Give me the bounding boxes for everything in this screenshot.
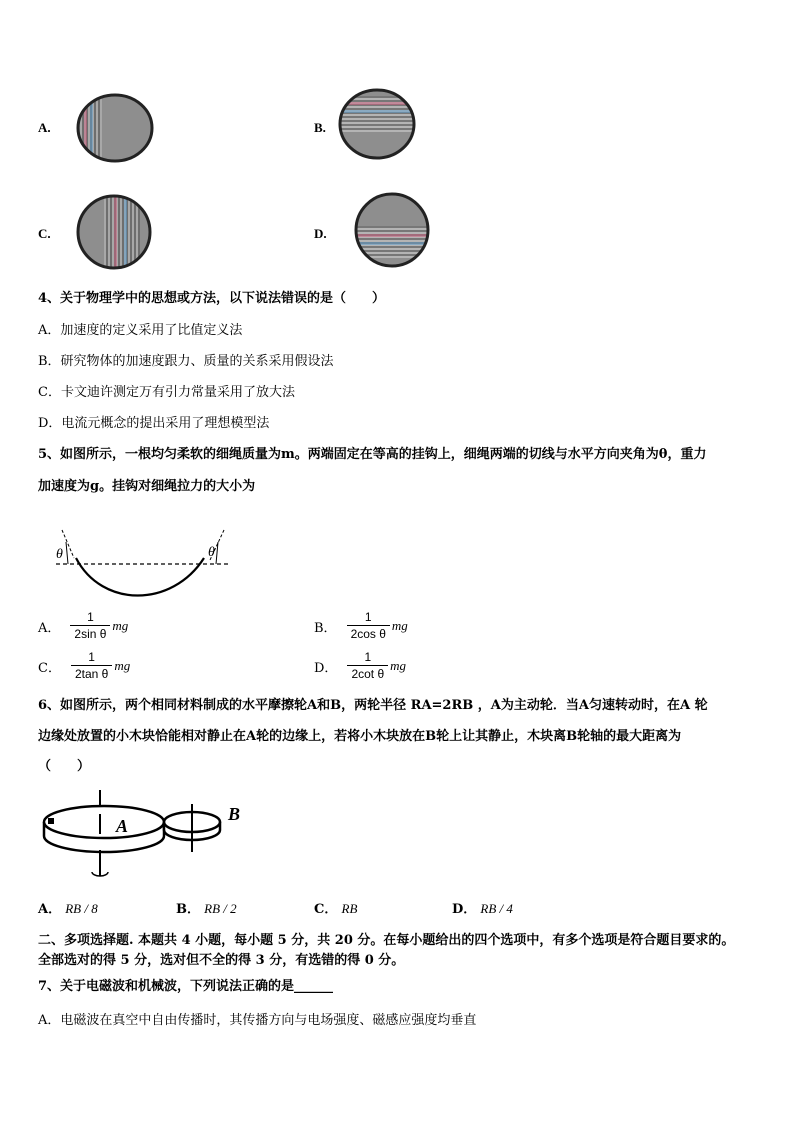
q3-option-a-label: A. [38, 120, 51, 135]
q6-option-c-value: RB [341, 901, 358, 916]
q6-wheel-b-label: B [228, 804, 241, 824]
section2-line2: 全部选对的得 5 分，选对但不全的得 3 分，有选错的得 0 分。 [38, 953, 405, 968]
q5-option-b-label: B． [314, 620, 337, 636]
q5-option-c-tail: mg [114, 658, 131, 673]
q6-wheel-a-label: A [116, 816, 129, 836]
q6-friction-wheels-diagram [38, 786, 258, 886]
q6-option-b [176, 900, 237, 919]
q3-option-b-label: B. [314, 120, 326, 135]
q5-option-d-den: 2cot θ [347, 665, 388, 682]
q5-option-b [314, 610, 408, 642]
q3-option-d-fringe-image [352, 190, 434, 270]
q5-theta-left: θ [56, 547, 63, 562]
q5-option-c [38, 650, 130, 682]
q6-option-c [314, 900, 357, 919]
q7-stem: 7、关于电磁波和机械波，下列说法正确的是______ [38, 979, 334, 994]
q5-option-d [314, 650, 406, 682]
q5-stem-line2: 加速度为g。挂钩对细绳拉力的大小为 [38, 479, 256, 494]
q6-option-d-value: RB / 4 [480, 901, 513, 916]
q5-stem-line1: 5、如图所示，一根均匀柔软的细绳质量为m。两端固定在等高的挂钩上，细绳两端的切线与水平方向夹角为θ，重力 [38, 447, 707, 462]
q6-option-d-label: D． [452, 902, 477, 917]
q5-option-b-num: 1 [364, 610, 372, 624]
q3-option-c-fringe-image [74, 192, 156, 272]
q7-option-a: A．电磁波在真空中自由传播时，其传播方向与电场强度、磁感应强度均垂直 [38, 1013, 477, 1028]
q4-option-c: C．卡文迪许测定万有引力常量采用了放大法 [38, 385, 295, 400]
q6-option-c-label: C． [314, 902, 338, 917]
q5-option-c-den: 2tan θ [71, 665, 112, 682]
q6-option-a-value: RB / 8 [65, 901, 98, 916]
q5-rope-diagram [52, 528, 232, 608]
q5-option-a-den: 2sin θ [70, 625, 110, 642]
q5-option-a-num: 1 [87, 610, 94, 624]
q6-stem-line2: 边缘处放置的小木块恰能相对静止在A轮的边缘上，若将小木块放在B轮上让其静止，木块离B轮轴的最大距离为 [38, 729, 682, 744]
section2-line1: 二、多项选择题. 本题共 4 小题，每小题 5 分，共 20 分。在每小题给出的四个选项中，有多个选项是符合题目要求的。 [38, 933, 735, 948]
q5-option-a-tail: mg [112, 618, 129, 633]
q4-option-d: D．电流元概念的提出采用了理想模型法 [38, 416, 270, 431]
q4-option-b: B．研究物体的加速度跟力、质量的关系采用假设法 [38, 354, 334, 369]
q6-option-d [452, 900, 513, 919]
q5-option-b-den: 2cos θ [347, 625, 390, 642]
q6-option-b-value: RB / 2 [204, 901, 237, 916]
q5-option-c-num: 1 [88, 650, 95, 664]
q5-option-d-label: D． [314, 660, 338, 676]
q6-option-a-label: A． [38, 902, 62, 917]
q5-option-d-num: 1 [364, 650, 372, 664]
q3-option-b-fringe-image [336, 88, 418, 164]
q5-option-b-tail: mg [391, 618, 408, 633]
q3-option-a-fringe-image [74, 92, 156, 164]
q5-theta-right: θ [208, 545, 215, 560]
q5-option-c-label: C． [38, 660, 61, 676]
q6-stem-line3: （ ） [38, 759, 91, 774]
q4-option-a: A．加速度的定义采用了比值定义法 [38, 323, 243, 338]
q5-option-a-label: A． [38, 620, 61, 636]
q3-option-d-label: D. [314, 226, 327, 241]
q3-option-c-label: C. [38, 226, 51, 241]
q6-stem-line1: 6、如图所示，两个相同材料制成的水平摩擦轮A和B，两轮半径 RA=2RB ，A为主动轮．当A匀速转动时，在A 轮 [38, 698, 708, 713]
q6-option-b-label: B． [176, 902, 200, 917]
q5-option-a [38, 610, 128, 642]
q6-option-a [38, 900, 98, 919]
q5-option-d-tail: mg [390, 658, 407, 673]
q4-stem: 4、关于物理学中的思想或方法，以下说法错误的是（ ） [38, 291, 386, 306]
